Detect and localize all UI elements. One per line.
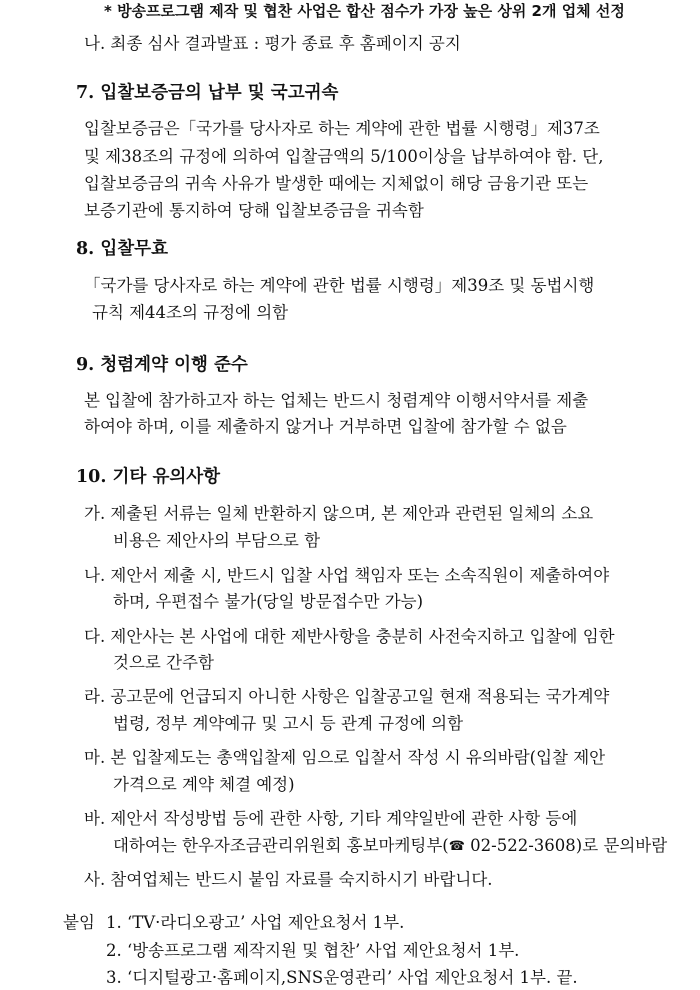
section-9-line-1: 본 입찰에 참가하고자 하는 업체는 반드시 청렴계약 이행서약서를 제출	[84, 391, 589, 410]
phone-icon: ☎	[448, 839, 465, 854]
section-8-line-2: 규칙 제44조의 규정에 의함	[92, 303, 289, 322]
section-9-heading: 9. 청렴계약 이행 준수	[76, 355, 248, 375]
section-7-line-1: 입찰보증금은「국가를 당사자로 하는 계약에 관한 법률 시행령」제37조	[84, 119, 600, 138]
list-item-da-line-2: 것으로 간주함	[113, 653, 214, 672]
attachments-label: 붙임	[63, 913, 95, 932]
list-item-ga-line-1: 가. 제출된 서류는 일체 반환하지 않으며, 본 제안과 관련된 일체의 소요	[84, 504, 594, 523]
section-7-heading: 7. 입찰보증금의 납부 및 국고귀속	[76, 83, 339, 103]
item-final-result: 나. 최종 심사 결과발표 : 평가 종료 후 홈페이지 공지	[84, 34, 461, 53]
list-item-ba-line-2	[113, 835, 667, 858]
section-7-line-4: 보증기관에 통지하여 당해 입찰보증금을 귀속함	[84, 201, 424, 220]
attachment-item-1: 1. ‘TV·라디오광고’ 사업 제안요청서 1부.	[106, 913, 405, 932]
list-item-ba-line-1: 바. 제안서 작성방법 등에 관한 사항, 기타 계약일반에 관한 사항 등에	[84, 809, 578, 828]
section-8-heading: 8. 입찰무효	[76, 239, 168, 259]
section-8-line-1: 「국가를 당사자로 하는 계약에 관한 법률 시행령」제39조 및 동법시행	[84, 276, 595, 295]
section-7-line-3: 입찰보증금의 귀속 사유가 발생한 때에는 지체없이 해당 금융기관 또는	[84, 174, 589, 193]
list-item-ma-line-2: 가격으로 계약 체결 예정)	[113, 775, 295, 794]
list-item-ra-line-2: 법령, 정부 계약예규 및 고시 등 관계 규정에 의함	[113, 714, 464, 733]
attachment-item-3: 3. ‘디지털광고·홈페이지,SNS운영관리’ 사업 제안요청서 1부. 끝.	[106, 968, 578, 987]
list-item-na-line-2: 하며, 우편접수 불가(당일 방문접수만 가능)	[113, 592, 424, 611]
contact-text: 대하여는 한우자조금관리위원회 홍보마케팅부(	[113, 836, 449, 855]
list-item-ra-line-1: 라. 공고문에 언급되지 아니한 사항은 입찰공고일 현재 적용되는 국가계약	[84, 687, 610, 706]
list-item-ga-line-2: 비용은 제안사의 부담으로 함	[113, 531, 321, 550]
contact-phone: 02-522-3608)로 문의바람	[464, 836, 668, 855]
section-7-line-2: 및 제38조의 규정에 의하여 입찰금액의 5/100이상을 납부하여야 함. 단,	[84, 147, 604, 166]
attachment-item-2: 2. ‘방송프로그램 제작지원 및 협찬’ 사업 제안요청서 1부.	[106, 941, 520, 960]
section-9-line-2: 하여야 하며, 이를 제출하지 않거나 거부하면 입찰에 참가할 수 없음	[84, 417, 567, 436]
list-item-ma-line-1: 마. 본 입찰제도는 총액입찰제 임으로 입찰서 작성 시 유의바람(입찰 제안	[84, 748, 606, 767]
section-10-heading: 10. 기타 유의사항	[76, 467, 221, 487]
list-item-na-line-1: 나. 제안서 제출 시, 반드시 입찰 사업 책임자 또는 소속직원이 제출하여야	[84, 566, 610, 585]
list-item-da-line-1: 다. 제안사는 본 사업에 대한 제반사항을 충분히 사전숙지하고 입찰에 임한	[84, 627, 615, 646]
top-note: * 방송프로그램 제작 및 협찬 사업은 합산 점수가 가장 높은 상위 2개 업체 선정	[104, 2, 625, 20]
list-item-sa-line-1: 사. 참여업체는 반드시 붙임 자료를 숙지하시기 바랍니다.	[84, 870, 493, 889]
